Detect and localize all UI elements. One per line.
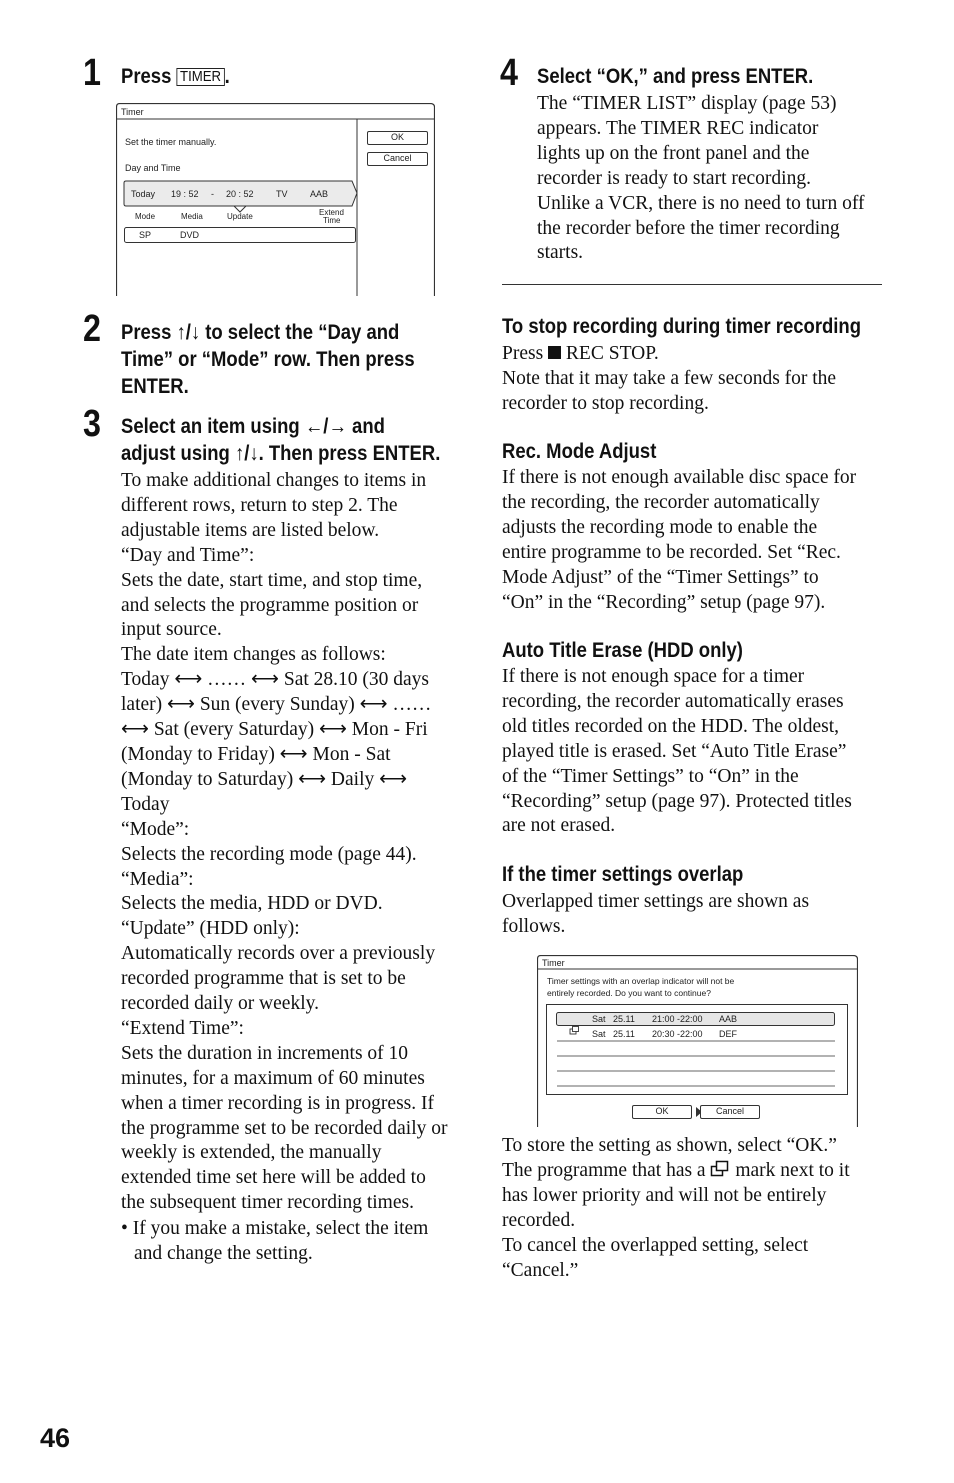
screen-instruction: Set the timer manually. bbox=[125, 137, 217, 147]
step-4-body-line: Unlike a VCR, there is no need to turn off bbox=[537, 192, 865, 214]
stop-time-value[interactable]: 20 : 52 bbox=[226, 189, 254, 199]
media-value[interactable]: DVD bbox=[180, 230, 200, 240]
step-3-body-line: recorded daily or weekly. bbox=[121, 993, 319, 1015]
step-3-body-line: different rows, return to step 2. The bbox=[121, 494, 398, 516]
overlap-row-2-day[interactable]: Sat bbox=[592, 1029, 606, 1039]
day-value[interactable]: Today bbox=[131, 189, 156, 199]
overlap-mark-icon bbox=[710, 1160, 730, 1178]
rec-mode-body-line: the recording, the recorder automatically bbox=[502, 491, 820, 513]
step-3-body-line: input source. bbox=[121, 619, 222, 641]
step-2-line: Press ↑/↓ to select the “Day and bbox=[121, 321, 400, 344]
step-3-body-line: Sets the duration in increments of 10 bbox=[121, 1042, 409, 1064]
overlap-row-1-time[interactable]: 21:00 -22:00 bbox=[652, 1014, 703, 1024]
stop-recording-heading: To stop recording during timer recording bbox=[502, 315, 862, 338]
step-4-body-line: lights up on the front panel and the bbox=[537, 142, 810, 164]
step-3-body-line: “Update” (HDD only): bbox=[121, 918, 300, 940]
step-3-body-line: (Monday to Friday) ⟷ Mon - Sat bbox=[121, 743, 391, 765]
step-3-body-line: and selects the programme position or bbox=[121, 594, 419, 616]
auto-erase-heading: Auto Title Erase (HDD only) bbox=[502, 639, 743, 662]
stop-square-icon bbox=[548, 346, 561, 359]
step-3-bullet bbox=[121, 1217, 471, 1267]
auto-erase-body-line: played title is erased. Set “Auto Title Erase” bbox=[502, 740, 847, 762]
overlap-message: Timer settings with an overlap indicator will not be bbox=[547, 976, 735, 986]
timer-setup-screen bbox=[116, 103, 435, 296]
channel-value[interactable]: AAB bbox=[310, 189, 329, 199]
rec-mode-body-line: If there is not enough available disc space for bbox=[502, 467, 857, 488]
overlap-ok-button[interactable]: OK bbox=[632, 1105, 692, 1119]
step-3-body-line: The date item changes as follows: bbox=[121, 644, 386, 666]
col-mode: Mode bbox=[135, 212, 156, 221]
step-3-body-line: later) ⟷ Sun (every Sunday) ⟷ …… bbox=[121, 694, 432, 716]
screen-title: Timer bbox=[121, 107, 144, 117]
col-media: Media bbox=[181, 212, 203, 221]
stop-recording-body: Press REC STOP. Note that it may take a few seconds for the recorder to stop recording. bbox=[502, 343, 837, 414]
step-3-body-line: (Monday to Saturday) ⟷ Daily ⟷ bbox=[121, 768, 408, 790]
step-3-body-line: the subsequent timer recording times. bbox=[121, 1192, 414, 1214]
bullet-mark: • bbox=[121, 1218, 128, 1239]
auto-erase-body-line: If there is not enough space for a timer bbox=[502, 666, 805, 687]
step-3-body-line: “Media”: bbox=[121, 868, 194, 890]
rec-mode-body-line: Mode Adjust” of the “Timer Settings” to bbox=[502, 566, 819, 588]
step-3-body-line: Selects the media, HDD or DVD. bbox=[121, 893, 383, 915]
rec-mode-heading: Rec. Mode Adjust bbox=[502, 440, 657, 463]
mode-value[interactable]: SP bbox=[139, 230, 152, 240]
step-3-body bbox=[121, 469, 471, 1216]
step-3-body-line: “Mode”: bbox=[121, 818, 190, 840]
step-3-body-line: Today ⟷ …… ⟷ Sat 28.10 (30 days bbox=[121, 669, 430, 691]
overlap-timer-screen bbox=[537, 955, 858, 1127]
auto-erase-body bbox=[502, 665, 882, 839]
step-3-body-line: Selects the recording mode (page 44). bbox=[121, 843, 417, 865]
start-time-value[interactable]: 19 : 52 bbox=[171, 189, 199, 199]
section-divider bbox=[502, 284, 882, 285]
auto-erase-body-line: “Recording” setup (page 97). Protected titles bbox=[502, 790, 852, 812]
bullet-line: and change the setting. bbox=[134, 1242, 313, 1264]
auto-erase-body-line: are not erased. bbox=[502, 815, 616, 837]
step-4-body-line: The “TIMER LIST” display (page 53) bbox=[537, 93, 837, 114]
overlap-heading: If the timer settings overlap bbox=[502, 863, 744, 886]
ok-button[interactable]: OK bbox=[367, 131, 428, 145]
rec-mode-body-line: adjusts the recording mode to enable the bbox=[502, 516, 818, 538]
row-label-day-time: Day and Time bbox=[125, 163, 181, 173]
overlap-cancel-button[interactable]: Cancel bbox=[700, 1105, 760, 1119]
step-3-heading bbox=[121, 413, 484, 467]
overlap-message: entirely recorded. Do you want to continue? bbox=[547, 988, 711, 998]
step-1-heading: Press TIMER . bbox=[121, 65, 230, 88]
timer-key: TIMER bbox=[176, 68, 224, 86]
step-3-body-line: extended time set here will be added to bbox=[121, 1167, 426, 1189]
step-3-body-line: Automatically records over a previously bbox=[121, 943, 436, 965]
step-3-body-line: Today bbox=[121, 793, 170, 815]
step-4-body-line: recorder is ready to start recording. bbox=[537, 167, 811, 189]
page-number: 46 bbox=[40, 1423, 71, 1453]
step-4-body-line: the recorder before the timer recording bbox=[537, 217, 840, 239]
step-1-number: 1 bbox=[83, 52, 101, 94]
auto-erase-body-line: of the “Timer Settings” to “On” in the bbox=[502, 765, 799, 787]
overlap-row-1-channel[interactable]: AAB bbox=[719, 1014, 738, 1024]
step-3-body-line: “Day and Time”: bbox=[121, 544, 255, 566]
overlap-row-1-date[interactable]: 25.11 bbox=[613, 1014, 635, 1024]
step-3-body-line: ⟷ Sat (every Saturday) ⟷ Mon - Fri bbox=[121, 719, 428, 741]
auto-erase-body-line: recording, the recorder automatically erases bbox=[502, 690, 844, 712]
bullet-line: If you make a mistake, select the item bbox=[132, 1218, 429, 1239]
step-3-body-line: “Extend Time”: bbox=[121, 1017, 244, 1039]
overlap-row-2-time[interactable]: 20:30 -22:00 bbox=[652, 1029, 703, 1039]
step-3-body-line: Sets the date, start time, and stop time, bbox=[121, 569, 423, 591]
step-3-body-line: To make additional changes to items in bbox=[121, 470, 427, 491]
overlap-row-1-day[interactable]: Sat bbox=[592, 1014, 606, 1024]
step-2-number: 2 bbox=[83, 308, 101, 350]
auto-erase-body-line: old titles recorded on the HDD. The oldest, bbox=[502, 715, 840, 737]
step-4-number: 4 bbox=[500, 52, 518, 94]
col-extend: Extend bbox=[319, 208, 344, 217]
rec-mode-body-line: entire programme to be recorded. Set “Rec. bbox=[502, 541, 841, 563]
step-3-body-line: weekly is extended, the manually bbox=[121, 1142, 382, 1164]
step-2-line: Time” or “Mode” row. Then press bbox=[121, 348, 415, 371]
step-3-body-line: minutes, for a maximum of 60 minutes bbox=[121, 1067, 425, 1089]
step-3-heading-line: Select an item using ←/→ and bbox=[121, 415, 385, 438]
cancel-button[interactable]: Cancel bbox=[367, 152, 428, 166]
overlap-row-2-channel[interactable]: DEF bbox=[719, 1029, 737, 1039]
source-value[interactable]: TV bbox=[276, 189, 288, 199]
step-3-body-line: when a timer recording is in progress. If bbox=[121, 1092, 434, 1114]
overlap-screen-title: Timer bbox=[542, 958, 565, 968]
rec-mode-body-line: “On” in the “Recording” setup (page 97). bbox=[502, 591, 826, 613]
step-4-body-line: starts. bbox=[537, 242, 584, 264]
overlap-row-2-date[interactable]: 25.11 bbox=[613, 1029, 635, 1039]
time-dash: - bbox=[211, 189, 214, 199]
step-3-heading-line: adjust using ↑/↓. Then press ENTER. bbox=[121, 442, 441, 465]
step-4-body-line: appears. The TIMER REC indicator bbox=[537, 117, 819, 139]
step-2-heading bbox=[121, 319, 455, 400]
col-update: Update bbox=[227, 212, 253, 221]
step-3-body-line: adjustable items are listed below. bbox=[121, 519, 380, 541]
step-3-number: 3 bbox=[83, 403, 101, 445]
step-2-line: ENTER. bbox=[121, 375, 189, 398]
step-3-body-line: the programme set to be recorded daily or bbox=[121, 1117, 448, 1139]
step-4-heading: Select “OK,” and press ENTER. bbox=[537, 65, 814, 88]
rec-mode-body bbox=[502, 466, 882, 615]
overlap-explanation: To store the setting as shown, select “OK.” The programme that has a mark next to it has lower priority and will not be entirely recorded. To cancel the overlapped setting, select “Cancel.” bbox=[502, 1135, 850, 1281]
step-3-body-line: recorded programme that is set to be bbox=[121, 968, 406, 990]
step-1-press: Press bbox=[121, 65, 172, 88]
overlap-intro: Overlapped timer settings are shown as follows. bbox=[502, 891, 810, 937]
col-extend-time: Time bbox=[323, 216, 341, 225]
step-4-body bbox=[537, 92, 887, 266]
